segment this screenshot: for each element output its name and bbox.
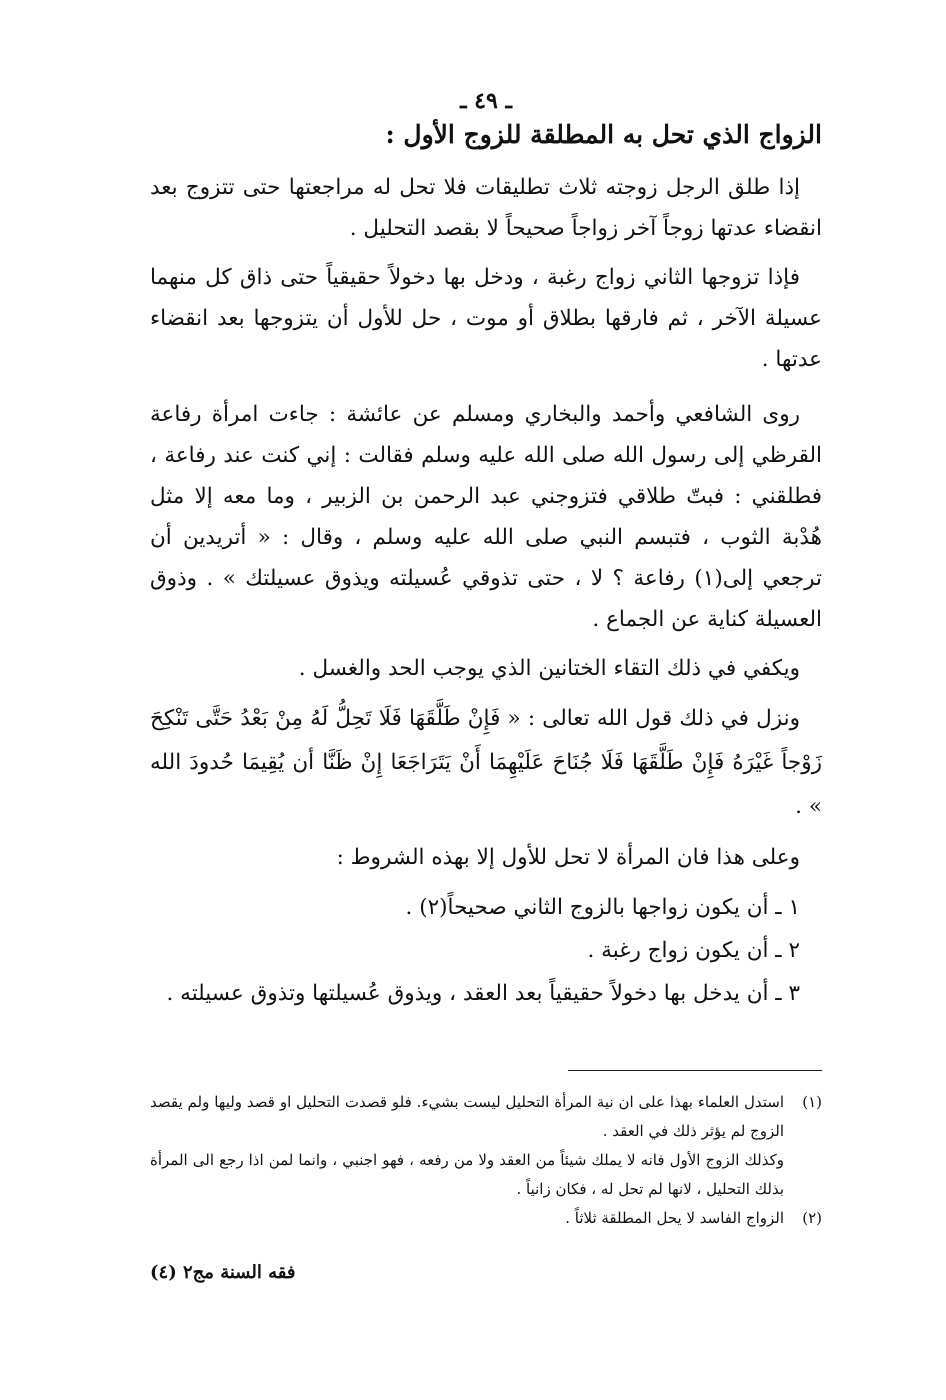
paragraph-1: إذا طلق الرجل زوجته ثلاث تطليقات فلا تحل له مراجعتها حتى تتزوج بعد انقضاء عدتها زوجاً آخر زواجاً صحيحاً لا بقصد التحليل . — [150, 175, 822, 241]
paragraph-4: ويكفي في ذلك التقاء الختانين الذي يوجب الحد والغسل . — [298, 656, 800, 681]
book-reference: فقه السنة مج٢ (٤) — [150, 1262, 296, 1283]
page-content — [150, 80, 822, 1015]
paragraph-2: فإذا تزوجها الثاني زواج رغبة ، ودخل بها دخولاً حقيقياً حتى ذاق كل منهما عسيلة الآخر ، ثم فارقها بطلاق أو موت ، حل للأول أن يتزوجها بعد انقضاء عدتها . — [150, 265, 822, 372]
condition-item-1: ١ ـ أن يكون زواجها بالزوج الثاني صحيحاً(٢) . — [405, 895, 800, 920]
footnote-2-number: (٢) — [802, 1209, 822, 1227]
paragraph-conditions-intro: وعلى هذا فان المرأة لا تحل للأول إلا بهذه الشروط : — [336, 845, 800, 870]
footnote-2-text: الزواج الفاسد لا يحل المطلقة ثلاثاً . — [565, 1209, 784, 1227]
paragraph-hadith: روى الشافعي وأحمد والبخاري ومسلم عن عائشة : جاءت امرأة رفاعة القرظي إلى رسول الله صلى الله عليه وسلم فقالت : إني كنت عند رفاعة ، فطلقني : فبتّ طلاقي فتزوجني عبد الرحمن بن الزبير ، وما معه إلا مثل هُدْبة الثوب ، فتبسم النبي صلى الله عليه وسلم ، وقال : « أتريدين أن ترجعي إلى(١) رفاعة ؟ لا ، حتى تذوقي عُسيلته ويذوق عسيلتك » . وذوق العسيلة كناية عن الجماع . — [150, 402, 822, 632]
footnote-1-text: استدل العلماء بهذا على ان نية المرأة التحليل ليست بشيء. فلو قصدت التحليل او قصد وليها ولم يقصد الزوج لم يؤثر ذلك في العقد . — [150, 1093, 784, 1140]
footnote-1-continuation: وكذلك الزوج الأول فانه لا يملك شيئاً من العقد ولا من رفعه ، فهو اجنبي ، وانما لمن اذا رجع الى المرأة بذلك التحليل ، لانها لم تحل له ، فكان زانياً . — [150, 1151, 784, 1198]
footnote-1 — [150, 1088, 822, 1146]
paragraph-quran-verse: ونزل في ذلك قول الله تعالى : « فَإِنْ طَلَّقَهَا فَلَا تَحِلُّ لَهُ مِنْ بَعْدُ حَتَّى تَنْكِحَ زَوْجاً غَيْرَهُ فَإِنْ طَلَّقَهَا فَلَا جُنَاحَ عَلَيْهِمَا أَنْ يَتَرَاجَعَا إِنْ ظَنَّا أن يُقِيمَا حُدودَ الله » . — [150, 706, 822, 819]
section-title: الزواج الذي تحل به المطلقة للزوج الأول : — [385, 120, 822, 149]
footnote-divider — [568, 1070, 822, 1071]
page-number: ـ ٤٩ ـ — [460, 88, 512, 114]
footnote-2 — [150, 1204, 822, 1233]
footnote-1-number: (١) — [802, 1093, 822, 1111]
footnotes — [150, 1088, 822, 1233]
condition-item-3: ٣ ـ أن يدخل بها دخولاً حقيقياً بعد العقد ، ويذوق عُسيلتها وتذوق عسيلته . — [166, 981, 800, 1006]
condition-item-2: ٢ ـ أن يكون زواج رغبة . — [587, 938, 800, 963]
